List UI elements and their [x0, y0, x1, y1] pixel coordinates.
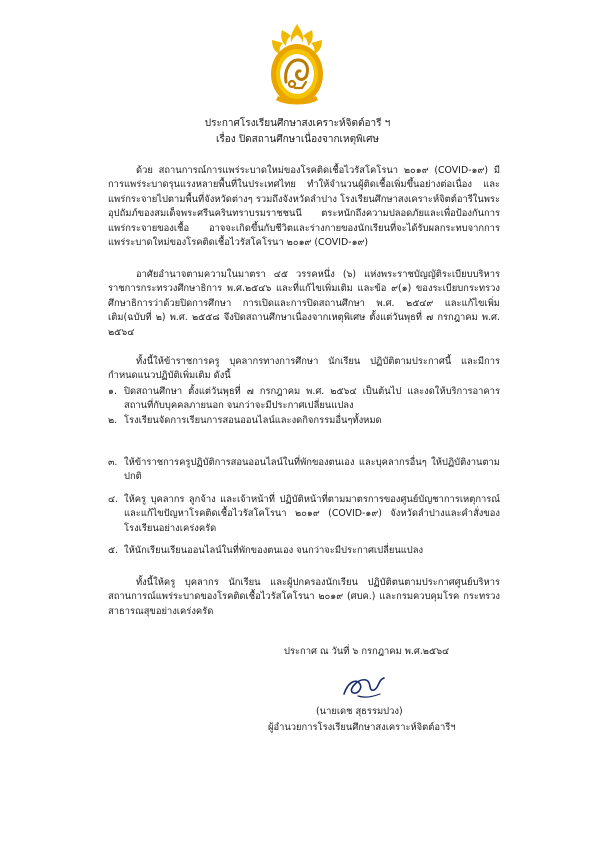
- list-item-text: ให้ครู บุคลากร ลูกจ้าง และเจ้าหน้าที่ ปฏิบัติหน้าที่ตามมาตรการของศูนย์บัญชาการเหตุการณ์และแก้ไขปัญหาโรคติดเชื้อไวรัสโคโรนา ๒๐๑๙ (COVID-๑๙) จังหวัดลำปางและคำสั่งของโรงเรียนอย่างเคร่งครัด: [124, 494, 500, 534]
- announcement-title: ประกาศโรงเรียนศึกษาสงเคราะห์จิตต์อารี ฯ: [204, 118, 391, 129]
- list-item-number: ๒.: [108, 415, 118, 426]
- announcement-date: ประกาศ ณ วันที่ ๖ กรกฎาคม พ.ศ.๒๕๖๔: [284, 646, 450, 657]
- list-item-number: ๑.: [108, 386, 117, 397]
- paragraph-authority: อาศัยอำนาจตามความในมาตรา ๔๕ วรรคหนึ่ง (๖) แห่งพระราชบัญญัติระเบียบบริหารราชการกระทรวงศึกษาธิการ พ.ศ.๒๕๔๖ และที่แก้ไขเพิ่มเติม และข้อ ๙(๑) ของระเบียบกระทรวงศึกษาธิการว่าด้วยปิดการศึกษา การเปิดและการปิดสถานศึกษา พ.ศ. ๒๕๔๙ และแก้ไขเพิ่มเติม(ฉบับที่ ๒) พ.ศ. ๒๕๕๘ จึงปิดสถานศึกษาเนื่องจากเหตุพิเศษ ตั้งแต่วันพุธที่ ๗ กรกฎาคม พ.ศ. ๒๕๖๔: [108, 269, 500, 338]
- paragraph-situation: ด้วย สถานการณ์การแพร่ระบาดใหม่ของโรคติดเชื้อไวรัสโคโรนา ๒๐๑๙ (COVID-๑๙) มีการแพร่ระบาดรุนแรงหลายพื้นที่ในประเทศไทย ทำให้จำนวนผู้ติดเชื้อเพิ่มขึ้นอย่างต่อเนื่อง และแพร่กระจายไปตามพื้นที่จังหวัดต่างๆ รวมถึงจังหวัดลำปาง โรงเรียนศึกษาสงเคราะห์จิตต์อารีในพระอุปถัมภ์ของสมเด็จพระศรีนครินทราบรมราชชนนี ตระหนักถึงความปลอดภัยและเพื่อป้องกันการแพร่กระจายของเชื้อ อาจจะเกิดขึ้นกับชีวิตและร่างกายของนักเรียนที่จะได้รับผลกระทบจากการแพร่ระบาดใหม่ของโรคติดเชื้อไวรัสโคโรนา ๒๐๑๙ (COVID-๑๙): [108, 165, 500, 249]
- signer-position: ผู้อำนวยการโรงเรียนศึกษาสงเคราะห์จิตต์อารีฯ: [268, 722, 456, 733]
- royal-school-emblem-icon: [264, 22, 330, 108]
- list-item-number: ๓.: [108, 457, 118, 468]
- list-item-number: ๔.: [108, 494, 119, 505]
- list-item-text: โรงเรียนจัดการเรียนการสอนออนไลน์และงดกิจกรรมอื่นๆทั้งหมด: [124, 415, 382, 426]
- announcement-subject: เรื่อง ปิดสถานศึกษาเนื่องจากเหตุพิเศษ: [215, 134, 380, 145]
- list-item-number: ๕.: [108, 545, 119, 556]
- list-item-text: ให้ข้าราชการครูปฏิบัติการสอนออนไลน์ในที่พักของตนเอง และบุคลากรอื่นๆ ให้ปฏิบัติงานตามปกติ: [124, 457, 500, 483]
- handwritten-signature-icon: [338, 668, 388, 704]
- list-item-text: ปิดสถานศึกษา ตั้งแต่วันพุธที่ ๗ กรกฎาคม พ.ศ. ๒๕๖๔ เป็นต้นไป และงดให้บริการอาคารสถานที่กับบุคคลภายนอก จนกว่าจะมีประกาศเปลี่ยนแปลง: [124, 386, 500, 412]
- list-item-text: ให้นักเรียนเรียนออนไลน์ในที่พักของตนเอง จนกว่าจะมีประกาศเปลี่ยนแปลง: [124, 545, 424, 556]
- paragraph-compliance: ทั้งนี้ให้ครู บุคลากร นักเรียน และผู้ปกครองนักเรียน ปฏิบัติตนตามประกาศศูนย์บริหารสถานการณ์แพร่ระบาดของโรคติดเชื้อไวรัสโคโรนา ๒๐๑๙ (ศบค.) และกรมควบคุมโรค กระทรวงสาธารณสุขอย่างเคร่งครัด: [108, 577, 500, 617]
- paragraph-guidelines-intro: ทั้งนี้ให้ข้าราชการครู บุคลากรทางการศึกษา นักเรียน ปฏิบัติตามประกาศนี้ และมีการกำหนดแนวปฏิบัติเพิ่มเติม ดังนี้: [108, 356, 500, 382]
- school-emblem-logo: [264, 22, 330, 108]
- signer-name: (นายเดช สุธรรมปวง): [316, 706, 403, 717]
